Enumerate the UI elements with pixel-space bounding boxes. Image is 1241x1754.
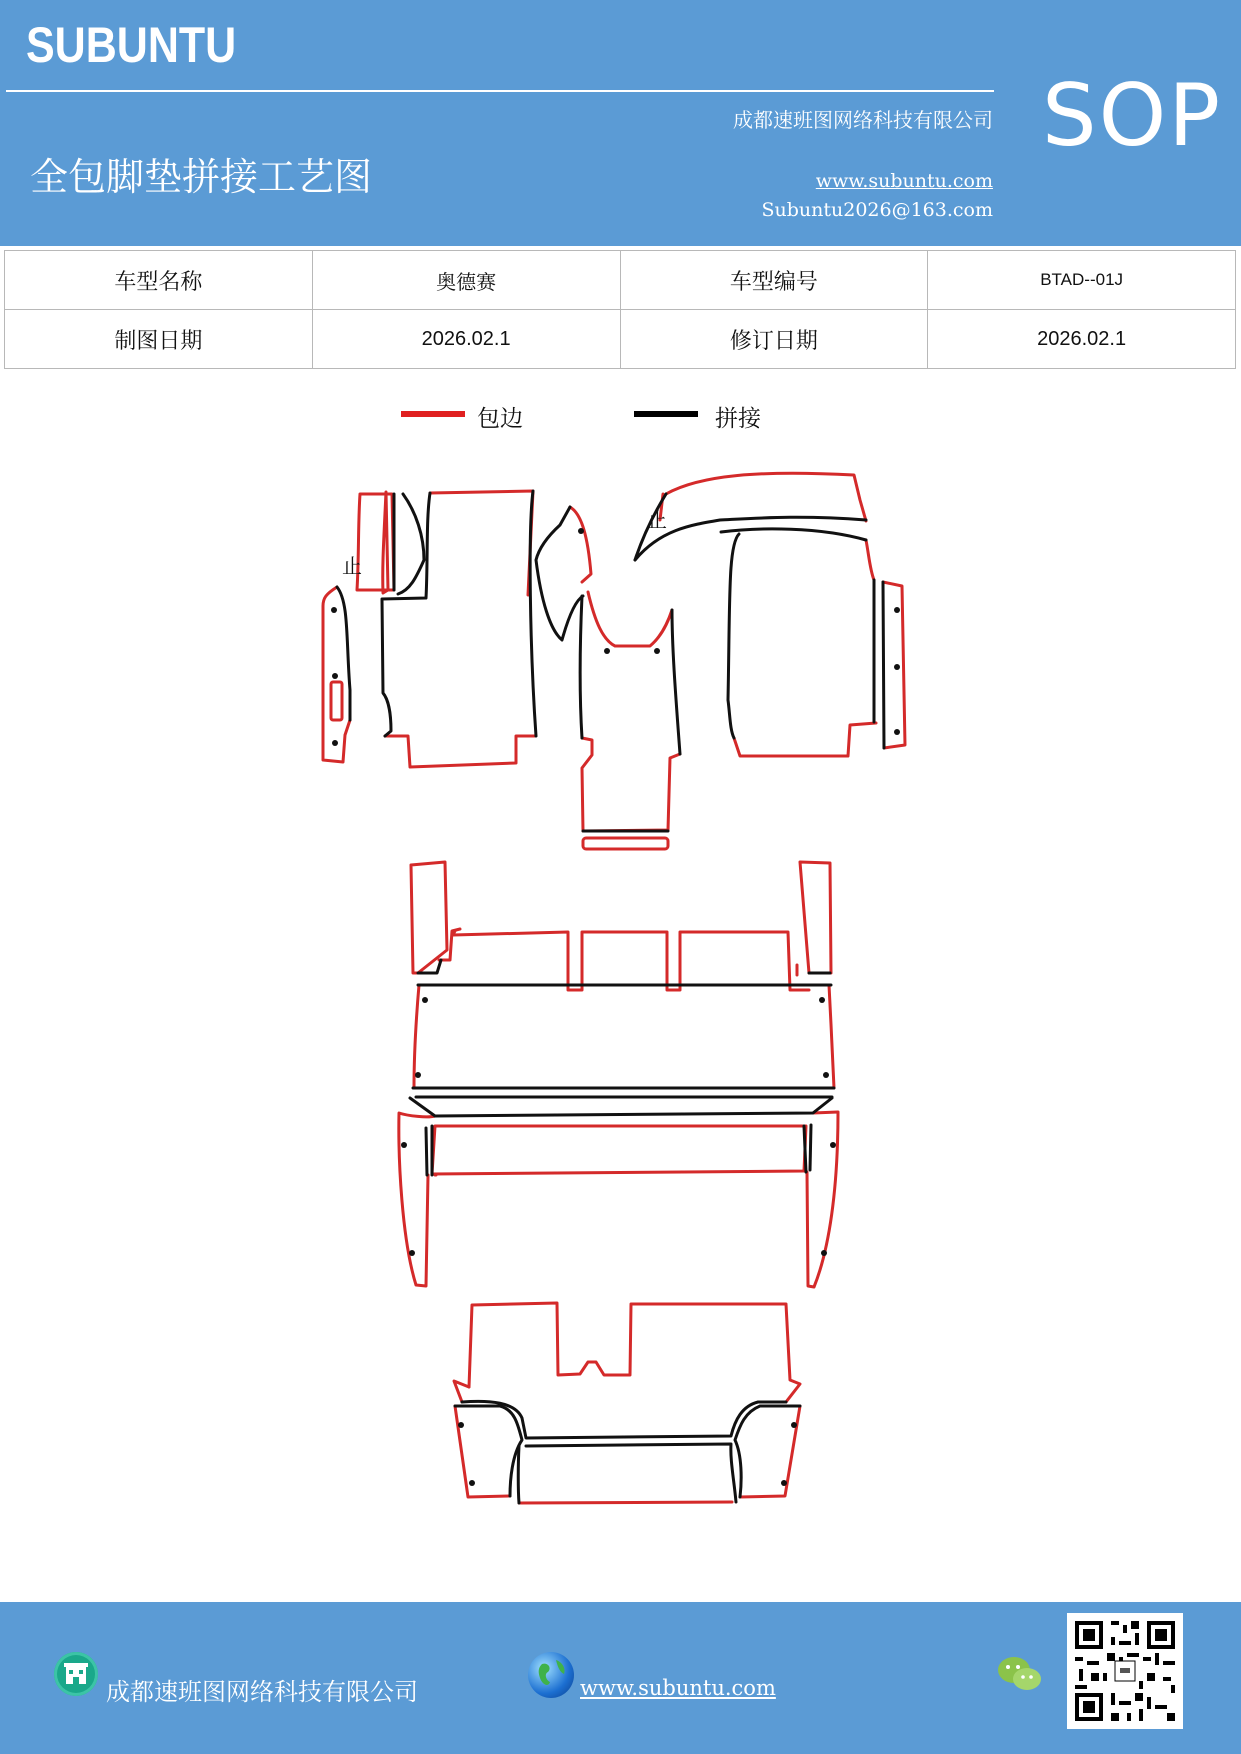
revise-date-value: 2026.02.1 (928, 310, 1236, 369)
header-email: Subuntu2026@163.com (761, 199, 993, 221)
globe-icon (528, 1652, 574, 1698)
model-code-value: BTAD--01J (928, 251, 1236, 310)
sop-badge: SOP (1042, 66, 1223, 166)
header-website-link[interactable]: www.subuntu.com (815, 170, 993, 192)
legend-label-edge: 包边 (477, 406, 523, 432)
model-name-label: 车型名称 (5, 251, 313, 310)
footer-banner (0, 1602, 1241, 1754)
model-name-value: 奥德赛 (312, 251, 620, 310)
header-company: 成都速班图网络科技有限公司 (733, 108, 993, 132)
draw-date-label: 制图日期 (5, 310, 313, 369)
building-icon (54, 1652, 98, 1696)
brand-logo: SUBUNTU (26, 17, 237, 73)
stop-mark-right: 止 (647, 508, 667, 532)
legend-label-seam: 拼接 (715, 406, 761, 432)
edge-lines (323, 473, 905, 1503)
footer-company: 成都速班图网络科技有限公司 (106, 1678, 418, 1706)
stop-mark-left: 止 (342, 554, 362, 578)
page-title: 全包脚垫拼接工艺图 (30, 155, 373, 199)
wechat-icon[interactable] (996, 1654, 1044, 1694)
qr-code (1067, 1613, 1183, 1729)
draw-date-value: 2026.02.1 (312, 310, 620, 369)
footer-website-link[interactable]: www.subuntu.com (580, 1676, 776, 1700)
model-code-label: 车型编号 (620, 251, 928, 310)
revise-date-label: 修订日期 (620, 310, 928, 369)
